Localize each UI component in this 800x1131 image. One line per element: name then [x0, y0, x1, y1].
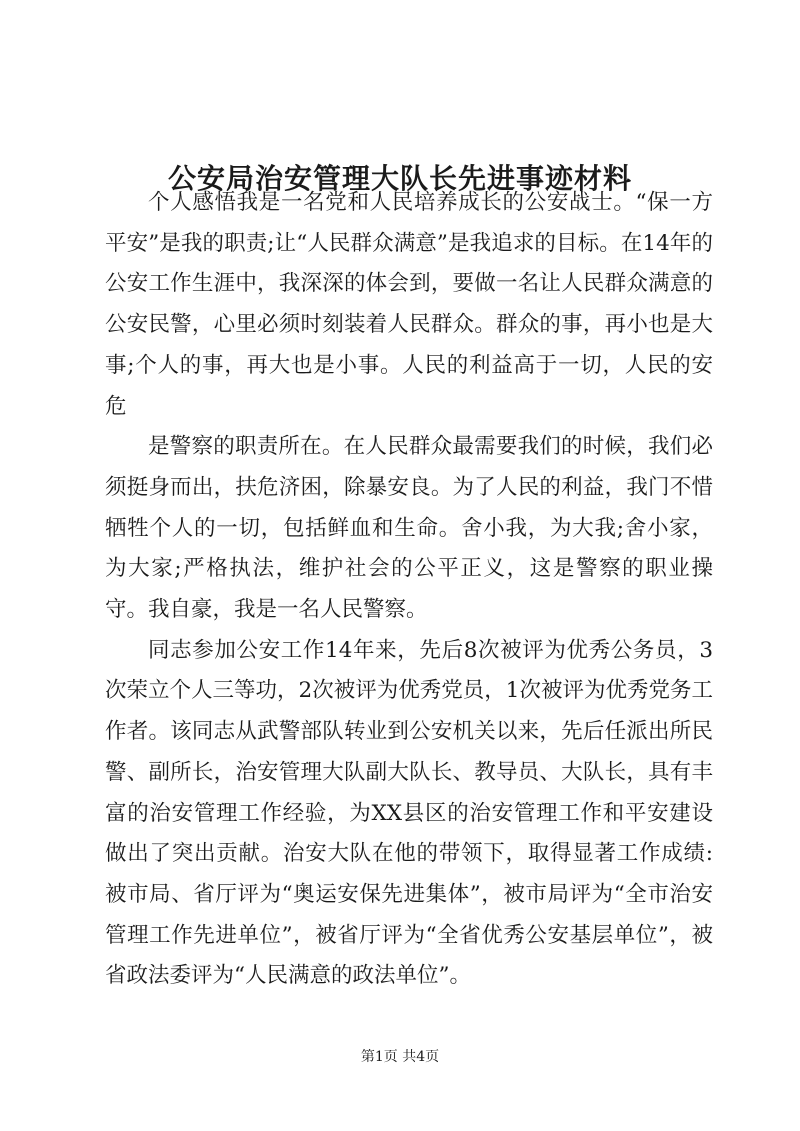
paragraph-1: 个人感悟我是一名党和人民培养成长的公安战士。“保一方平安”是我的职责;让“人民群众满意”是我追求的目标。在14年的公安工作生涯中，我深深的体会到，要做一名让人民群众满意的公安民警，心里必须时刻装着人民群众。群众的事，再小也是大事;个人的事，再大也是小事。人民的利益高于一切，人民的安危	[105, 190, 713, 419]
page-number-footer: 第1页 共4页	[360, 1049, 440, 1065]
paragraph-2: 是警察的职责所在。在人民群众最需要我们的时候，我们必须挺身而出，扶危济困，除暴安良。为了人民的利益，我门不惜牺牲个人的一切，包括鲜血和生命。舍小我，为大我;舍小家，为大家;严格执法，维护社会的公平正义，这是警察的职业操守。我自豪，我是一名人民警察。	[105, 434, 713, 623]
document-body	[105, 183, 713, 997]
document-title: 公安局治安管理大队长先进事迹材料	[167, 161, 632, 195]
paragraph-3: 同志参加公安工作14年来，先后8次被评为优秀公务员，3次荣立个人三等功，2次被评为优秀党员，1次被评为优秀党务工作者。该同志从武警部队转业到公安机关以来，先后任派出所民警、副所长，治安管理大队副大队长、教导员、大队长，具有丰富的治安管理工作经验，为XX县区的治安管理工作和平安建设做出了突出贡献。治安大队在他的带领下，取得显著工作成绩:被市局、省厅评为“奥运安保先进集体”，被市局评为“全市治安管理工作先进单位”，被省厅评为“全省优秀公安基层单位”，被省政法委评为“人民满意的政法单位”。	[105, 637, 713, 989]
